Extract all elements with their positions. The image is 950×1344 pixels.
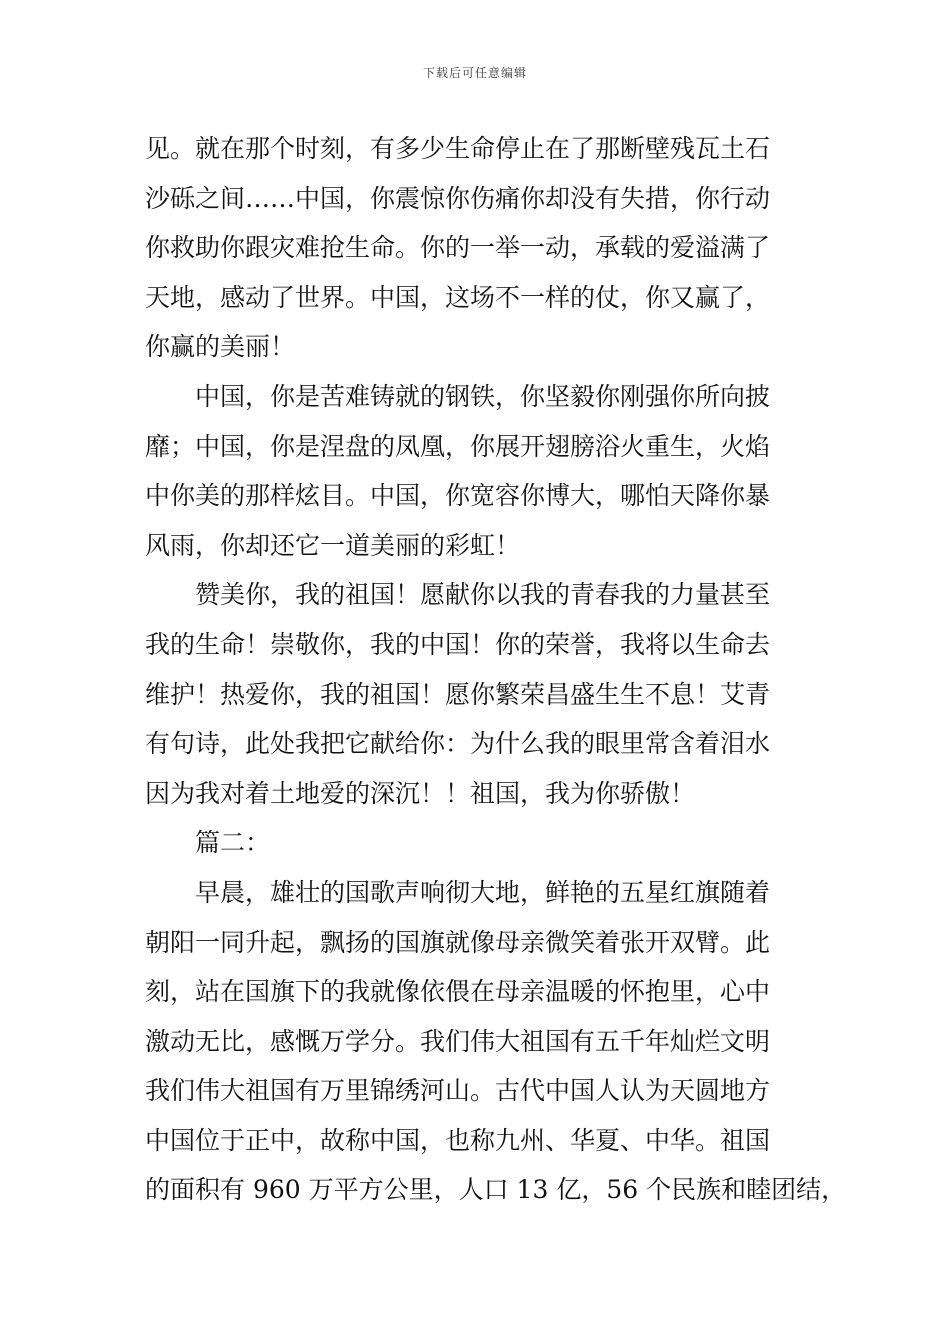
text-line: 激动无比，感慨万学分。我们伟大祖国有五千年灿烂文明 bbox=[145, 1026, 771, 1056]
text-line: 靡；中国，你是涅盘的凤凰，你展开翅膀浴火重生，火焰 bbox=[145, 431, 771, 461]
text-line: 见。就在那个时刻，有多少生命停止在了那断壁残瓦土石 bbox=[145, 134, 771, 163]
text-line: 早晨，雄壮的国歌声响彻大地，鲜艳的五星红旗随着 bbox=[195, 877, 771, 907]
text-line: 中你美的那样炫目。中国，你宽容你博大，哪怕天降你暴 bbox=[145, 481, 771, 511]
text-line: 有句诗，此处我把它献给你：为什么我的眼里常含着泪水 bbox=[145, 729, 771, 759]
text-line: 我的生命！崇敬你，我的中国！你的荣誉，我将以生命去 bbox=[145, 629, 771, 659]
text-line: 我们伟大祖国有万里锦绣河山。古代中国人认为天圆地方 bbox=[145, 1076, 771, 1106]
text-line: 刻，站在国旗下的我就像依偎在母亲温暖的怀抱里，心中 bbox=[145, 977, 771, 1007]
document-body bbox=[145, 124, 847, 1215]
text-line: 中国位于正中，故称中国，也称九州、华夏、中华。祖国 bbox=[145, 1125, 771, 1155]
text-line: 你赢的美丽！ bbox=[145, 332, 296, 362]
page-header: 下载后可任意编辑 bbox=[422, 66, 527, 80]
text-line: 风雨，你却还它一道美丽的彩虹！ bbox=[145, 530, 521, 560]
text-line: 沙砾之间……中国，你震惊你伤痛你却没有失措，你行动 bbox=[145, 183, 771, 213]
text-line: 天地，感动了世界。中国，这场不一样的仗，你又赢了， bbox=[145, 282, 771, 312]
text-line: 朝阳一同升起，飘扬的国旗就像母亲微笑着张开双臂。此 bbox=[145, 927, 771, 957]
text-line: 因为我对着土地爱的深沉！！祖国，我为你骄傲！ bbox=[145, 778, 696, 808]
text-line: 篇二： bbox=[195, 828, 271, 858]
text-line: 赞美你，我的祖国！愿献你以我的青春我的力量甚至 bbox=[195, 580, 771, 610]
text-line: 维护！热爱你，我的祖国！愿你繁荣昌盛生生不息！艾青 bbox=[145, 679, 771, 709]
text-line: 中国，你是苦难铸就的钢铁，你坚毅你刚强你所向披 bbox=[195, 381, 771, 411]
text-line: 你救助你跟灾难抢生命。你的一举一动，承载的爱溢满了 bbox=[145, 233, 771, 263]
text-line: 的面积有 960 万平方公里，人口 13 亿，56 个民族和睦团结， bbox=[145, 1175, 847, 1205]
